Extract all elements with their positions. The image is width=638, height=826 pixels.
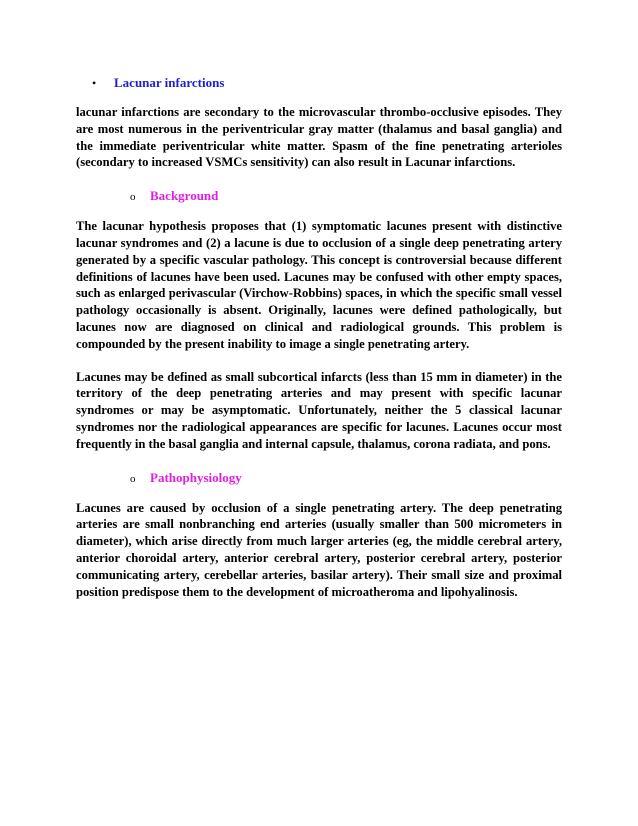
heading-lacunar-infarctions: Lacunar infarctions — [114, 75, 225, 90]
sub-bullet-icon: o — [130, 472, 136, 485]
section-heading-pathophysiology — [76, 469, 562, 488]
document-page — [76, 74, 562, 600]
paragraph-pathophysiology: Lacunes are caused by occlusion of a single penetrating artery. The deep penetrating arteries are small nonbranching end arteries (usually smaller than 500 micrometers in diameter), which arise directly from much larger arteries (eg, the middle cerebral artery, anterior choroidal artery, anterior cerebral artery, posterior cerebral artery, posterior communicating artery, cerebellar arteries, basilar artery). Their small size and proximal position predispose them to the development of microatheroma and lipohyalinosis. — [76, 500, 562, 599]
section-heading-background — [76, 187, 562, 206]
paragraph-background-1: The lacunar hypothesis proposes that (1) symptomatic lacunes present with distinctive lacunar syndromes and (2) a lacune is due to occlusion of a single deep penetrating artery generated by a specific vascular pathology. This concept is controversial because different definitions of lacunes have been used. Lacunes may be confused with other empty spaces, such as enlarged perivascular (Virchow-Robbins) spaces, in which the specific small vessel pathology occasionally is absent. Originally, lacunes were defined pathologically, but lacunes now are diagnosed on clinical and radiological grounds. This problem is compounded by the present inability to image a single penetrating artery. — [76, 219, 562, 351]
heading-background: Background — [150, 188, 219, 204]
paragraph-background-2: Lacunes may be defined as small subcortical infarcts (less than 15 mm in diameter) in the territory of the deep penetrating arteries and may present with specific lacunar syndromes or may be asymptomatic. Unfortunately, neither the 5 classical lacunar syndromes nor the radiological appearances are specific for lacunes. Lacunes occur most frequently in the basal ganglia and internal capsule, thalamus, corona radiata, and pons. — [76, 369, 562, 451]
sub-bullet-icon: o — [130, 191, 136, 204]
paragraph-lacunar-infarctions: lacunar infarctions are secondary to the microvascular thrombo-occlusive episodes. They are most numerous in the periventricular gray matter (thalamus and basal ganglia) and the immediate periventricular white matter. Spasm of the fine penetrating arterioles (secondary to increased VSMCs sensitivity) can also result in Lacunar infarctions. — [76, 105, 562, 170]
section-heading-lacunar — [76, 74, 562, 92]
bullet-icon: • — [92, 76, 97, 90]
heading-pathophysiology: Pathophysiology — [150, 469, 242, 485]
